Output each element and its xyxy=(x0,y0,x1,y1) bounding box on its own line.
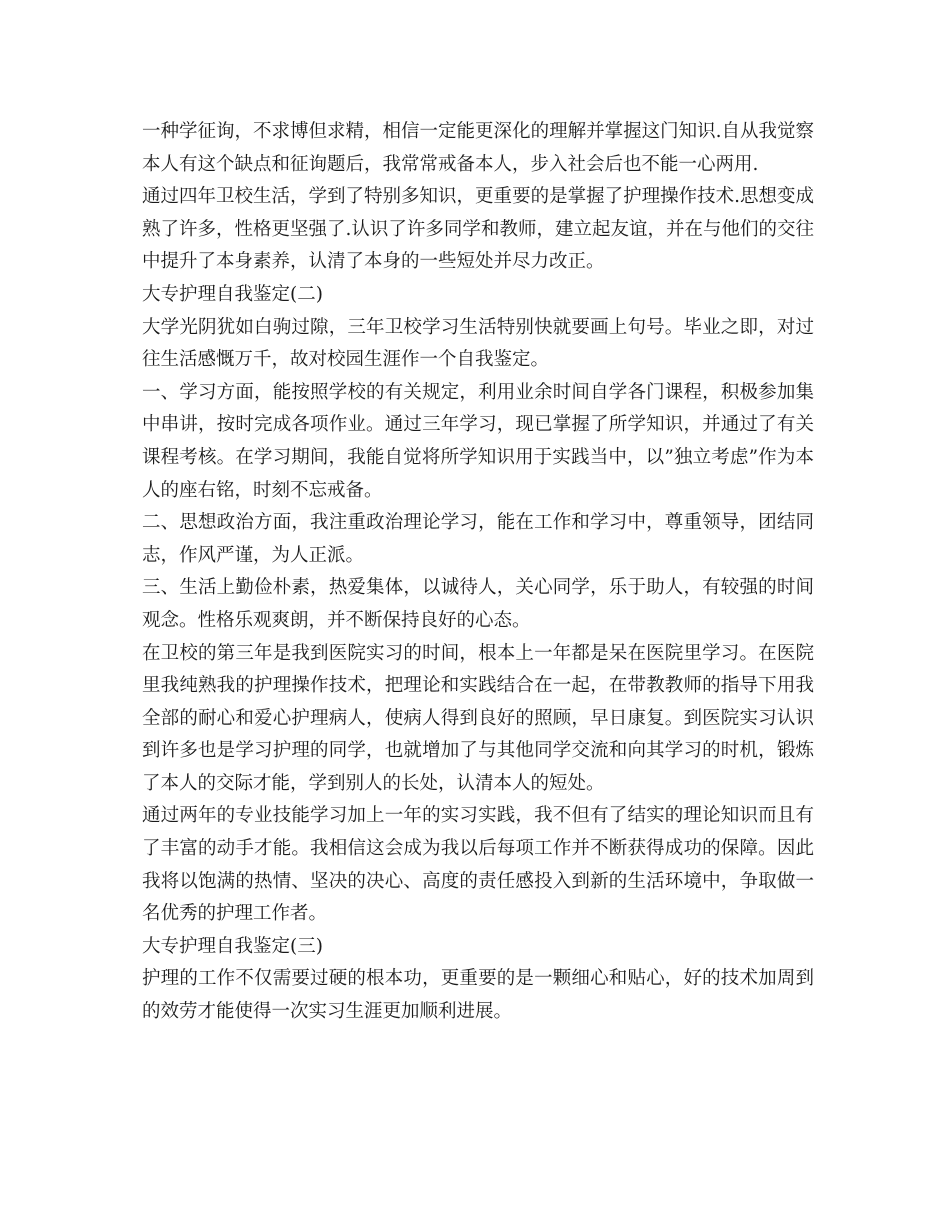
section-heading: 大专护理自我鉴定(二) xyxy=(142,283,323,305)
paragraph: 通过四年卫校生活，学到了特别多知识，更重要的是掌握了护理操作技术.思想变成熟了许多，性格更坚强了.认识了许多同学和教师，建立起友谊，并在与他们的交往中提升了本身素养，认清了本身的一些短处并尽力改正。 xyxy=(142,186,814,273)
section-heading: 大专护理自我鉴定(三) xyxy=(142,935,323,957)
paragraph: 二、思想政治方面，我注重政治理论学习，能在工作和学习中，尊重领导，团结同志，作风严谨，为人正派。 xyxy=(142,512,814,566)
paragraph: 一种学征询，不求博但求精，相信一定能更深化的理解并掌握这门知识.自从我觉察本人有这个缺点和征询题后，我常常戒备本人，步入社会后也不能一心两用. xyxy=(142,121,814,175)
paragraph: 大学光阴犹如白驹过隙，三年卫校学习生活特别快就要画上句号。毕业之即，对过往生活感慨万千，故对校园生涯作一个自我鉴定。 xyxy=(142,316,814,371)
paragraph: 在卫校的第三年是我到医院实习的时间，根本上一年都是呆在医院里学习。在医院里我纯熟我的护理操作技术，把理论和实践结合在一起，在带教教师的指导下用我全部的耐心和爱心护理病人，使病人得到良好的照顾，早日康复。到医院实习认识到许多也是学习护理的同学，也就增加了与其他同学交流和向其学习的时机，锻炼了本人的交际才能，学到别人的长处，认清本人的短处。 xyxy=(142,642,814,794)
paragraph: 一、学习方面，能按照学校的有关规定，利用业余时间自学各门课程，积极参加集中串讲，按时完成各项作业。通过三年学习，现已掌握了所学知识，并通过了有关课程考核。在学习期间，我能自觉将所学知识用于实践当中，以”独立考虑”作为本人的座右铭，时刻不忘戒备。 xyxy=(142,381,814,501)
document-body xyxy=(142,116,814,1029)
paragraph: 护理的工作不仅需要过硬的根本功，更重要的是一颗细心和贴心，好的技术加周到的效劳才能使得一次实习生涯更加顺利进展。 xyxy=(142,968,814,1023)
paragraph: 三、生活上勤俭朴素，热爱集体，以诚待人，关心同学，乐于助人，有较强的时间观念。性格乐观爽朗，并不断保持良好的心态。 xyxy=(142,577,814,631)
paragraph: 通过两年的专业技能学习加上一年的实习实践，我不但有了结实的理论知识而且有了丰富的动手才能。我相信这会成为我以后每项工作并不断获得成功的保障。因此我将以饱满的热情、坚决的决心、高度的责任感投入到新的生活环境中，争取做一名优秀的护理工作者。 xyxy=(142,805,814,925)
